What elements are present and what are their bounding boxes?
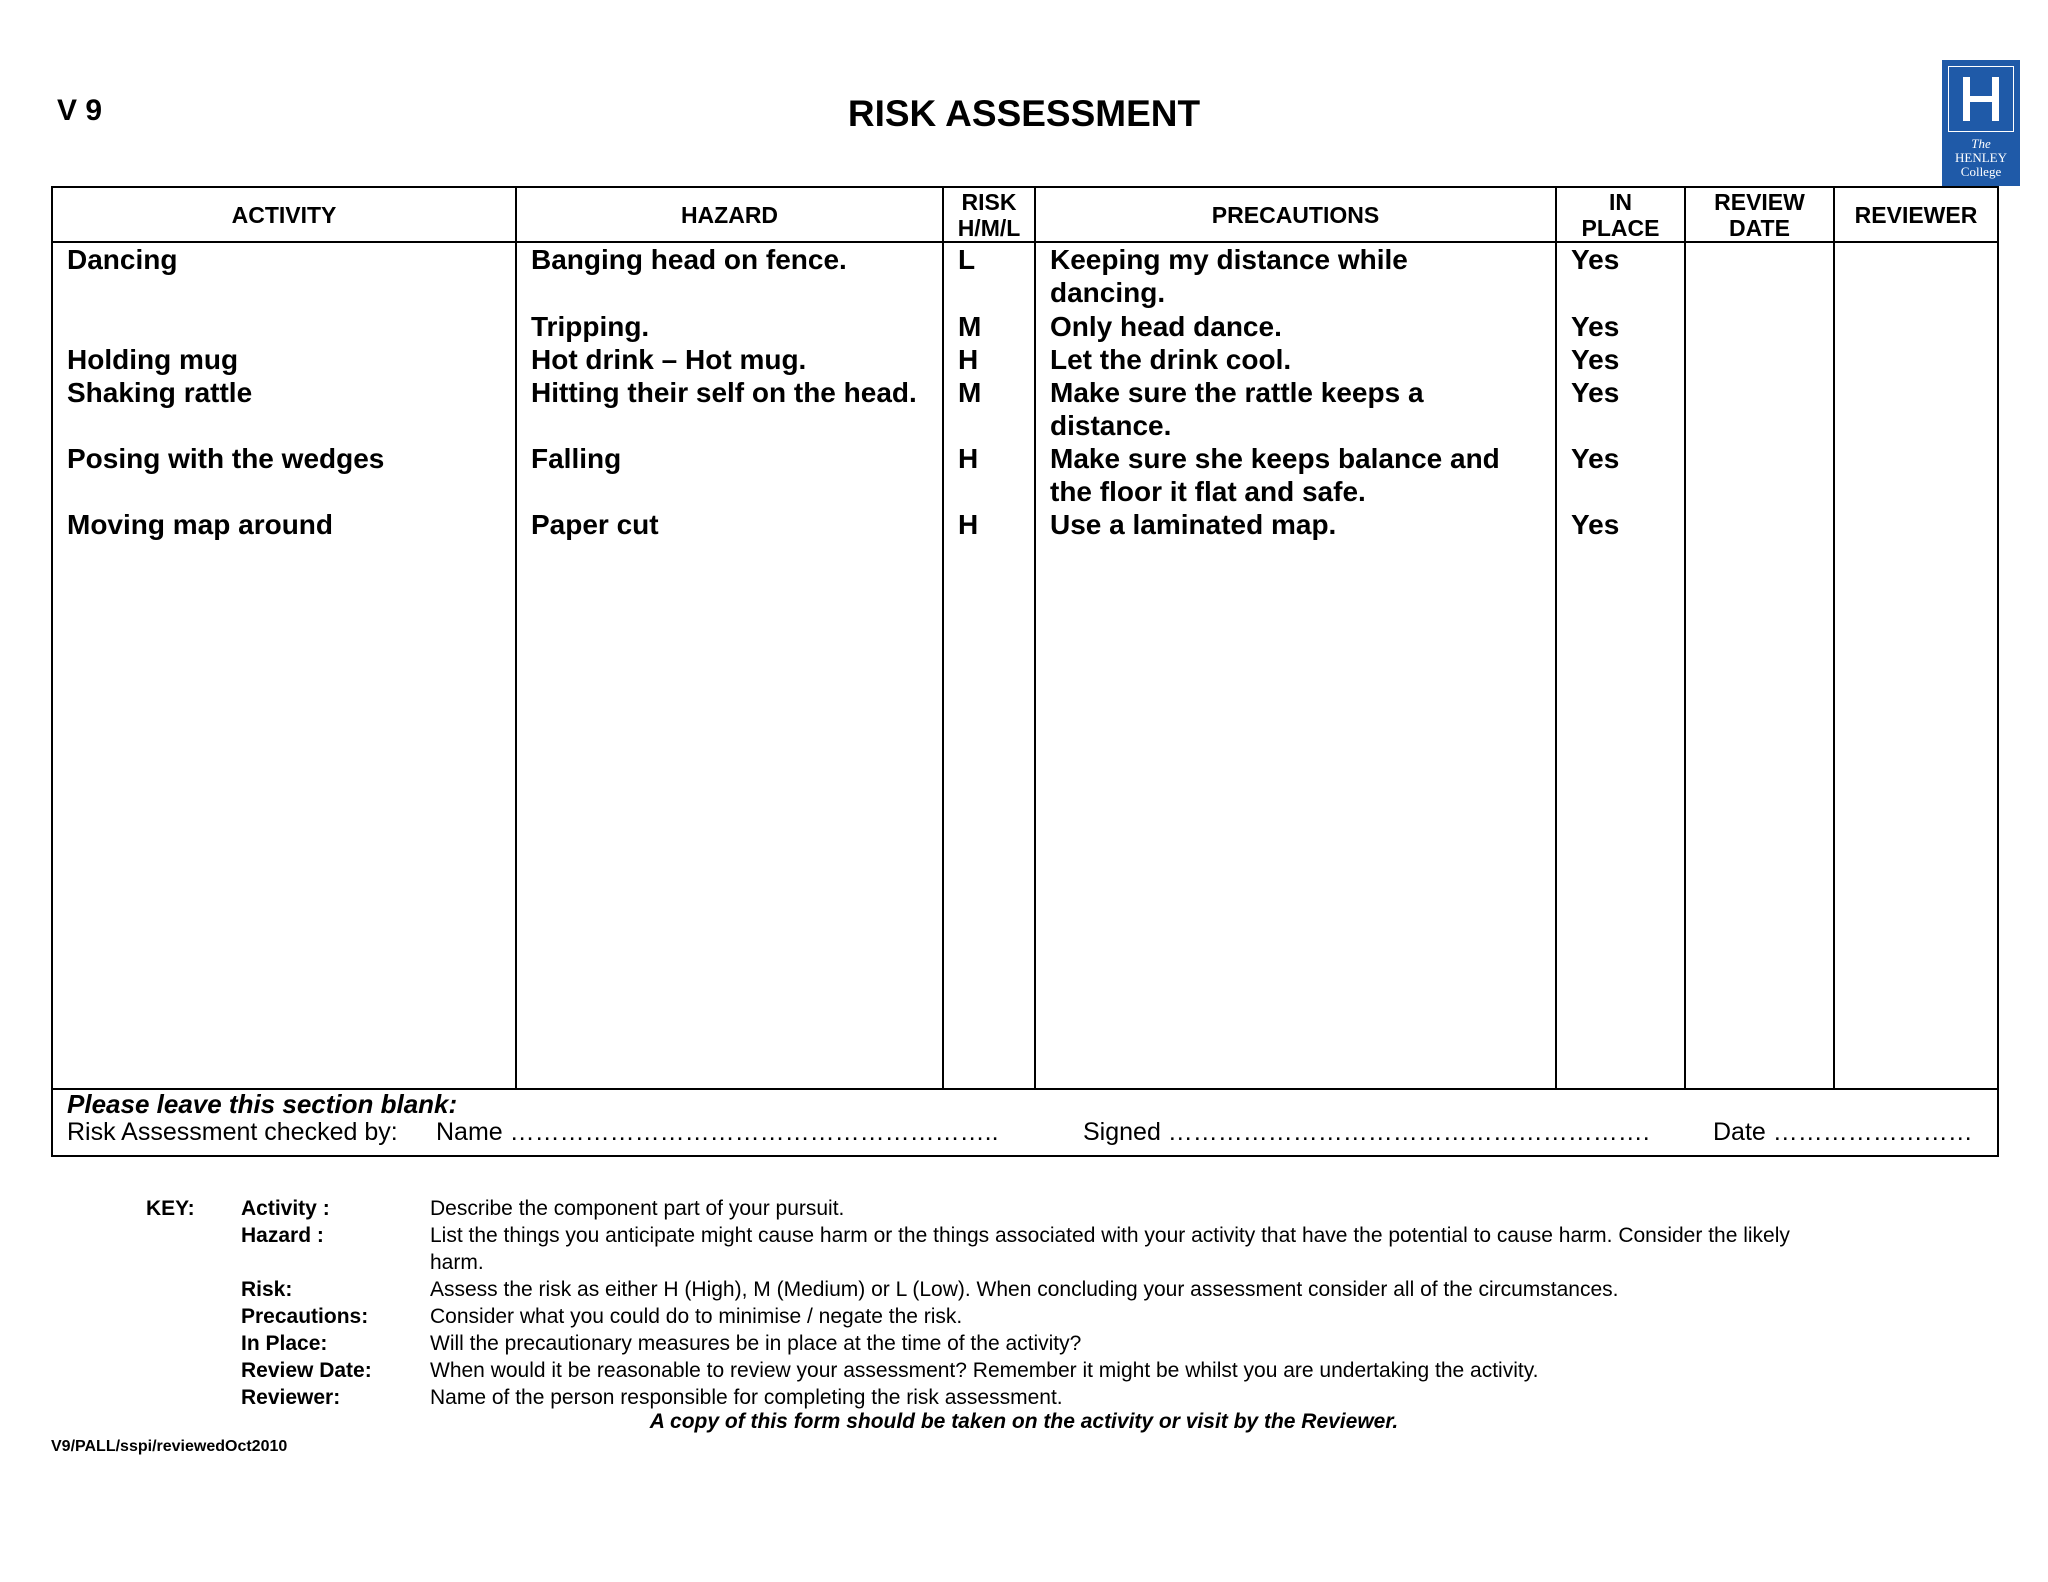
signed-field: Signed …………………………………………………. [1083,1118,1650,1146]
key-desc-in-place: Will the precautionary measures be in place at the time of the activity? [430,1332,1082,1355]
activity-cell: Posing with the wedges [67,443,385,474]
checked-by-name-field: Name ………………………………………………….. [436,1118,999,1146]
column-header-in-place: IN PLACE [1581,189,1660,241]
key-term-hazard: Hazard : [241,1224,324,1247]
key-term-reviewer: Reviewer: [241,1386,341,1409]
in-place-cell: Yes [1571,377,1620,408]
key-term-activity: Activity : [241,1197,330,1220]
logo-h-crossbar [1963,96,1999,102]
precautions-cell-continued: distance. [1050,410,1172,441]
precautions-cell: Keeping my distance while [1050,244,1408,275]
precautions-cell: Use a laminated map. [1050,509,1337,540]
logo-text-henley: HENLEY [1955,150,2007,165]
in-place-cell: Yes [1571,509,1620,540]
key-desc-review-date: When would it be reasonable to review your assessment? Remember it might be whilst you are undertaking the activity. [430,1359,1539,1382]
column-header-hazard: HAZARD [680,202,779,228]
hazard-cell: Paper cut [531,509,659,540]
key-desc-hazard: List the things you anticipate might cause harm or the things associated with your activity that have the potential to cause harm. Consider the likely [430,1224,1790,1247]
in-place-cell: Yes [1571,344,1620,375]
logo-text-college: College [1960,164,2002,179]
henley-college-logo [1942,60,2020,186]
key-label: KEY: [146,1197,195,1220]
hazard-cell: Hot drink – Hot mug. [531,344,807,375]
precautions-cell: Only head dance. [1050,311,1282,342]
key-term-in-place: In Place: [241,1332,328,1355]
column-divider [515,186,517,1089]
form-reference-code: V9/PALL/sspi/reviewedOct2010 [51,1438,288,1455]
risk-cell: H [958,509,979,540]
column-divider [942,186,944,1089]
hazard-cell: Tripping. [531,311,650,342]
column-divider [1555,186,1557,1089]
copy-form-note: A copy of this form should be taken on the activity or visit by the Reviewer. [649,1410,1399,1433]
risk-cell: M [958,311,982,342]
checked-by-label: Risk Assessment checked by: [67,1118,398,1146]
key-desc-precautions: Consider what you could do to minimise / negate the risk. [430,1305,963,1328]
key-term-precautions: Precautions: [241,1305,369,1328]
activity-cell: Shaking rattle [67,377,253,408]
page-title: RISK ASSESSMENT [847,93,1201,134]
hazard-cell: Falling [531,443,622,474]
logo-text-the: The [1971,136,1991,151]
risk-cell: H [958,344,979,375]
column-divider [1034,186,1036,1089]
risk-cell: L [958,244,976,275]
activity-cell: Moving map around [67,509,333,540]
risk-cell: H [958,443,979,474]
precautions-cell: Let the drink cool. [1050,344,1292,375]
activity-cell: Holding mug [67,344,239,375]
hazard-cell: Hitting their self on the head. [531,377,917,408]
key-desc-reviewer: Name of the person responsible for completing the risk assessment. [430,1386,1063,1409]
key-desc-activity: Describe the component part of your pursuit. [430,1197,845,1220]
precautions-cell: Make sure the rattle keeps a [1050,377,1424,408]
key-desc-risk: Assess the risk as either H (High), M (Medium) or L (Low). When concluding your assessment consider all of the circumstances. [430,1278,1619,1301]
column-divider [1684,186,1686,1089]
date-field: Date …………………… [1713,1118,1973,1146]
column-divider [1833,186,1835,1089]
risk-cell: M [958,377,982,408]
column-header-review-date: REVIEW DATE [1714,189,1805,241]
in-place-cell: Yes [1571,311,1620,342]
in-place-cell: Yes [1571,443,1620,474]
column-header-risk: RISK H/M/L [957,189,1021,241]
key-desc-hazard-continued: harm. [430,1251,484,1274]
precautions-cell-continued: the floor it flat and safe. [1050,476,1366,507]
in-place-cell: Yes [1571,244,1620,275]
column-header-reviewer: REVIEWER [1854,202,1978,228]
column-header-activity: ACTIVITY [231,202,337,228]
leave-blank-note: Please leave this section blank: [67,1089,458,1119]
hazard-cell: Banging head on fence. [531,244,847,275]
logo-h-emblem [1948,66,2014,132]
risk-table [51,186,1999,1157]
activity-cell: Dancing [67,244,178,275]
precautions-cell: Make sure she keeps balance and [1050,443,1500,474]
key-term-review-date: Review Date: [241,1359,372,1382]
version-label: V 9 [57,94,103,127]
column-header-precautions: PRECAUTIONS [1211,202,1380,228]
precautions-cell-continued: dancing. [1050,277,1166,308]
key-term-risk: Risk: [241,1278,293,1301]
